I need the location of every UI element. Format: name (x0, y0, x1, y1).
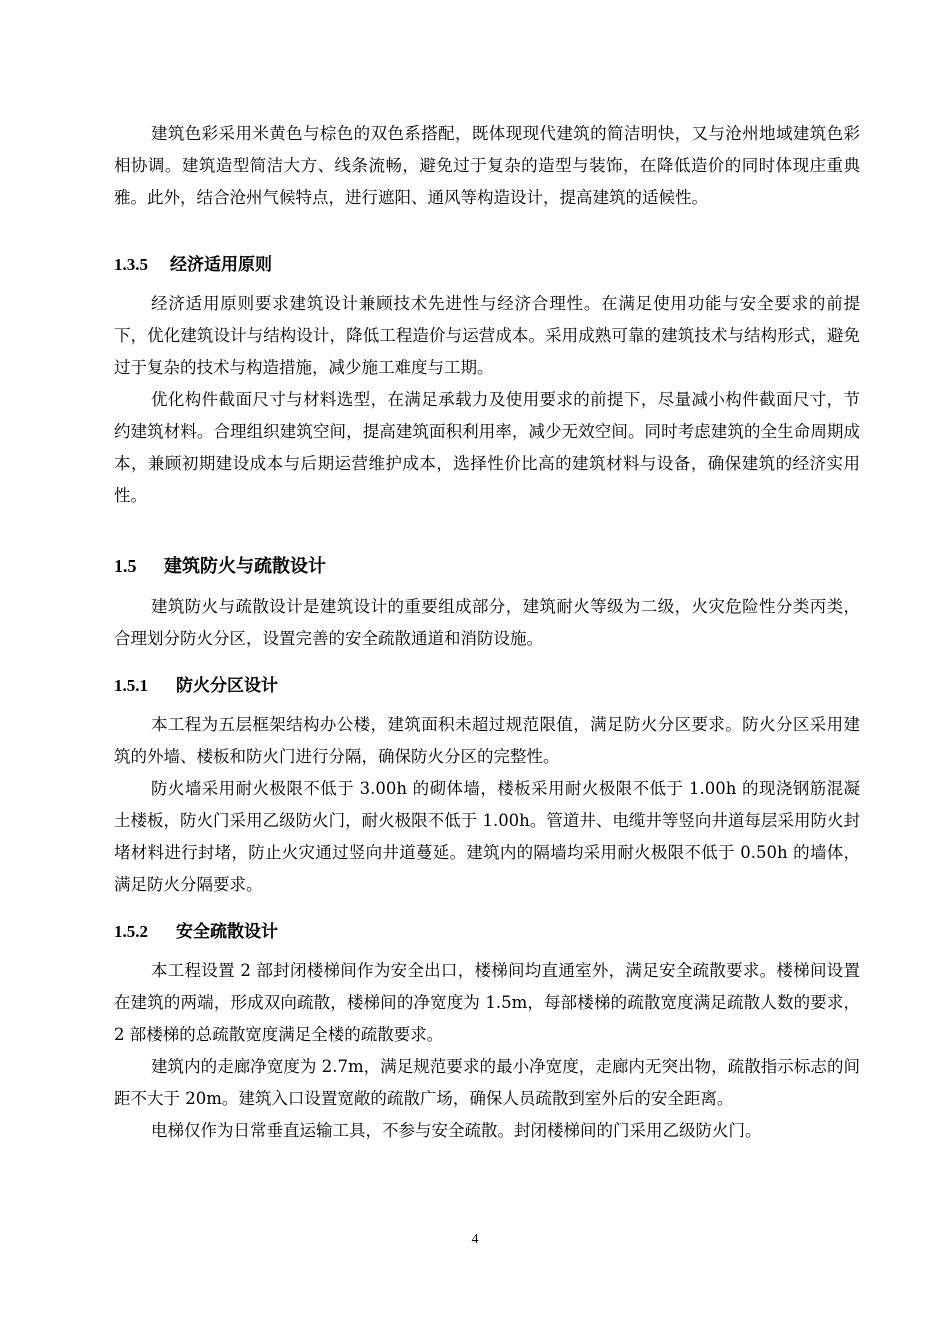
heading-title: 经济适用原则 (170, 255, 272, 275)
paragraph: 优化构件截面尺寸与材料选型，在满足承载力及使用要求的前提下，尽量减小构件截面尺寸，节约建筑材料。合理组织建筑空间，提高建筑面积利用率，减少无效空间。同时考虑建筑的全生命周期成本，兼顾初期建设成本与后期运营维护成本，选择性价比高的建筑材料与设备，确保建筑的经济实用性。 (114, 390, 860, 505)
paragraph: 本工程设置 2 部封闭楼梯间作为安全出口，楼梯间均直通室外，满足安全疏散要求。楼梯间设置在建筑的两端，形成双向疏散，楼梯间的净宽度为 1.5m，每部楼梯的疏散宽度满足疏散人数的要求，2 部楼梯的总疏散宽度满足全楼的疏散要求。 (114, 961, 860, 1044)
paragraph: 建筑内的走廊净宽度为 2.7m，满足规范要求的最小净宽度，走廊内无突出物，疏散指示标志的间距不大于 20m。建筑入口设置宽敞的疏散广场，确保人员疏散到室外后的安全距离。 (114, 1057, 860, 1108)
intro-paragraph: 建筑色彩采用米黄色与棕色的双色系搭配，既体现现代建筑的简洁明快，又与沧州地域建筑色彩相协调。建筑造型简洁大方、线条流畅，避免过于复杂的造型与装饰，在降低造价的同时体现庄重典雅。此外，结合沧州气候特点，进行遮阳、通风等构造设计，提高建筑的适候性。 (114, 124, 860, 207)
heading-number: 1.5.2 (114, 922, 148, 941)
paragraph: 建筑防火与疏散设计是建筑设计的重要组成部分，建筑耐火等级为二级，火灾危险性分类丙类，合理划分防火分区，设置完善的安全疏散通道和消防设施。 (114, 597, 860, 648)
heading-title: 防火分区设计 (176, 676, 278, 696)
heading-number: 1.5.1 (114, 676, 148, 695)
heading-title: 安全疏散设计 (176, 922, 278, 942)
heading-1-5-1 (114, 673, 860, 699)
paragraph: 经济适用原则要求建筑设计兼顾技术先进性与经济合理性。在满足使用功能与安全要求的前提下，优化建筑设计与结构设计，降低工程造价与运营成本。采用成熟可靠的建筑技术与结构形式，避免过于复杂的技术与构造措施，减少施工难度与工期。 (114, 294, 860, 377)
heading-1-5 (114, 552, 860, 581)
heading-1-5-2 (114, 919, 860, 945)
paragraph: 防火墙采用耐火极限不低于 3.00h 的砌体墙，楼板采用耐火极限不低于 1.00h 的现浇钢筋混凝土楼板，防火门采用乙级防火门，耐火极限不低于 1.00h。管道井、电缆井等竖向井道每层采用防火封堵材料进行封堵，防止火灾通过竖向井道蔓延。建筑内的隔墙均采用耐火极限不低于 0.50h 的墙体，满足防火分隔要求。 (114, 779, 860, 894)
heading-number: 1.5 (114, 556, 137, 576)
heading-title: 建筑防火与疏散设计 (164, 556, 326, 577)
heading-number: 1.3.5 (114, 255, 148, 274)
page-number: 4 (471, 1232, 479, 1247)
heading-1-3-5 (114, 252, 860, 278)
document-page (114, 118, 860, 1147)
paragraph: 本工程为五层框架结构办公楼，建筑面积未超过规范限值，满足防火分区要求。防火分区采用建筑的外墙、楼板和防火门进行分隔，确保防火分区的完整性。 (114, 715, 860, 766)
paragraph: 电梯仅作为日常垂直运输工具，不参与安全疏散。封闭楼梯间的门采用乙级防火门。 (151, 1121, 762, 1140)
